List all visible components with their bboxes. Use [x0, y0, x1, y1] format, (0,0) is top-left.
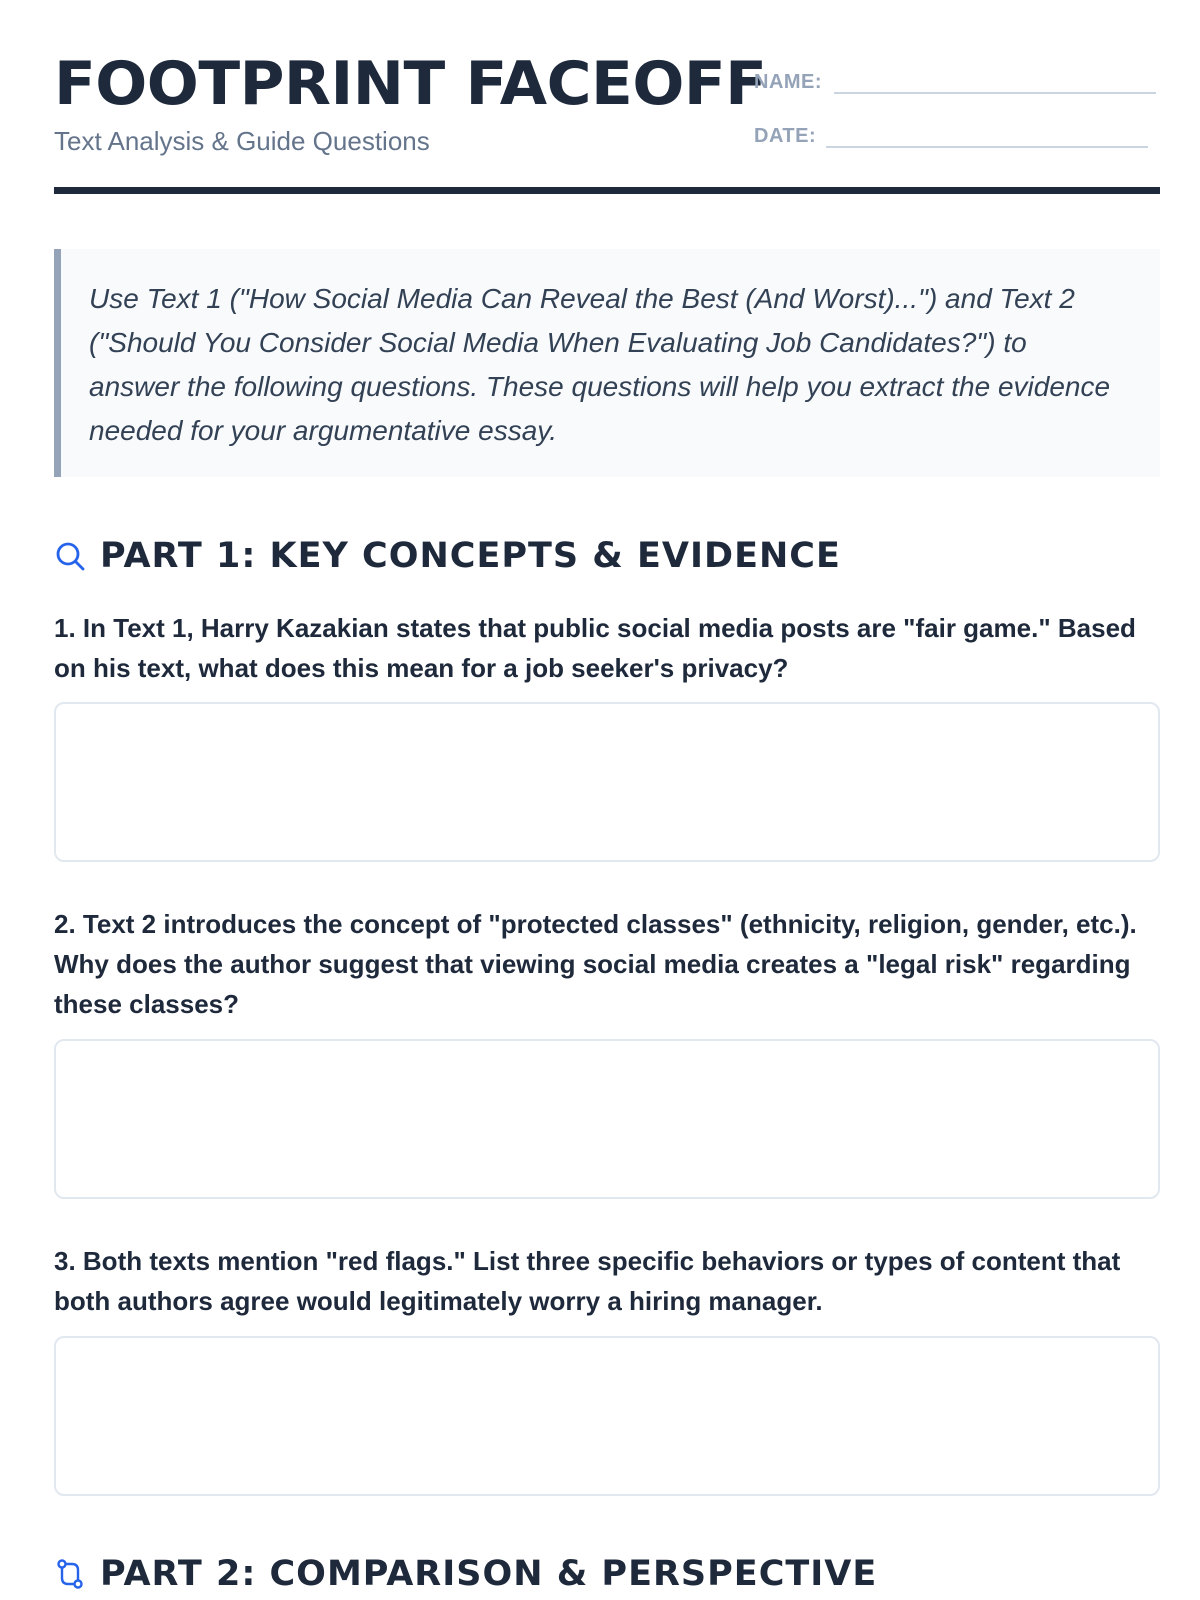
name-field [754, 70, 1156, 94]
worksheet-subtitle: Text Analysis & Guide Questions [54, 126, 430, 156]
question-1: 1. In Text 1, Harry Kazakian states that public social media posts are "fair game." Based on his text, what does this mean for a job seeker's privacy? [54, 613, 1136, 683]
instructions-box [54, 249, 1160, 477]
worksheet-page [54, 0, 1160, 1594]
search-icon [54, 540, 86, 572]
date-field [754, 124, 1148, 148]
name-label: NAME: [754, 71, 823, 93]
header-divider [54, 187, 1160, 194]
worksheet-title: FOOTPRINT FACEOFF [54, 49, 767, 119]
question-2: 2. Text 2 introduces the concept of "protected classes" (ethnicity, religion, gender, etc.). Why does the author suggest that viewing social media creates a "legal risk" regarding these classes? [54, 909, 1137, 1019]
section-title: PART 1: KEY CONCEPTS & EVIDENCE [100, 536, 841, 576]
date-label: DATE: [754, 125, 817, 147]
section-heading-part-1 [54, 536, 841, 576]
name-line[interactable] [834, 70, 1156, 94]
answer-box-2[interactable] [54, 1039, 1160, 1199]
worksheet-header [54, 0, 1160, 196]
section-title: PART 2: COMPARISON & PERSPECTIVE [100, 1554, 878, 1594]
question-3: 3. Both texts mention "red flags." List three specific behaviors or types of content that both authors agree would legitimately worry a hiring manager. [54, 1246, 1121, 1316]
answer-box-1[interactable] [54, 702, 1160, 862]
date-line[interactable] [826, 124, 1148, 148]
compare-arrows-icon [54, 1558, 86, 1590]
instructions-text: Use Text 1 ("How Social Media Can Reveal the Best (And Worst)...") and Text 2 ("Should You Consider Social Media When Evaluating Job Candidates?") to answer the following questions. These questions will help you extract the evidence needed for your argumentative essay. [89, 283, 1111, 446]
section-heading-part-2 [54, 1554, 877, 1594]
answer-box-3[interactable] [54, 1336, 1160, 1496]
